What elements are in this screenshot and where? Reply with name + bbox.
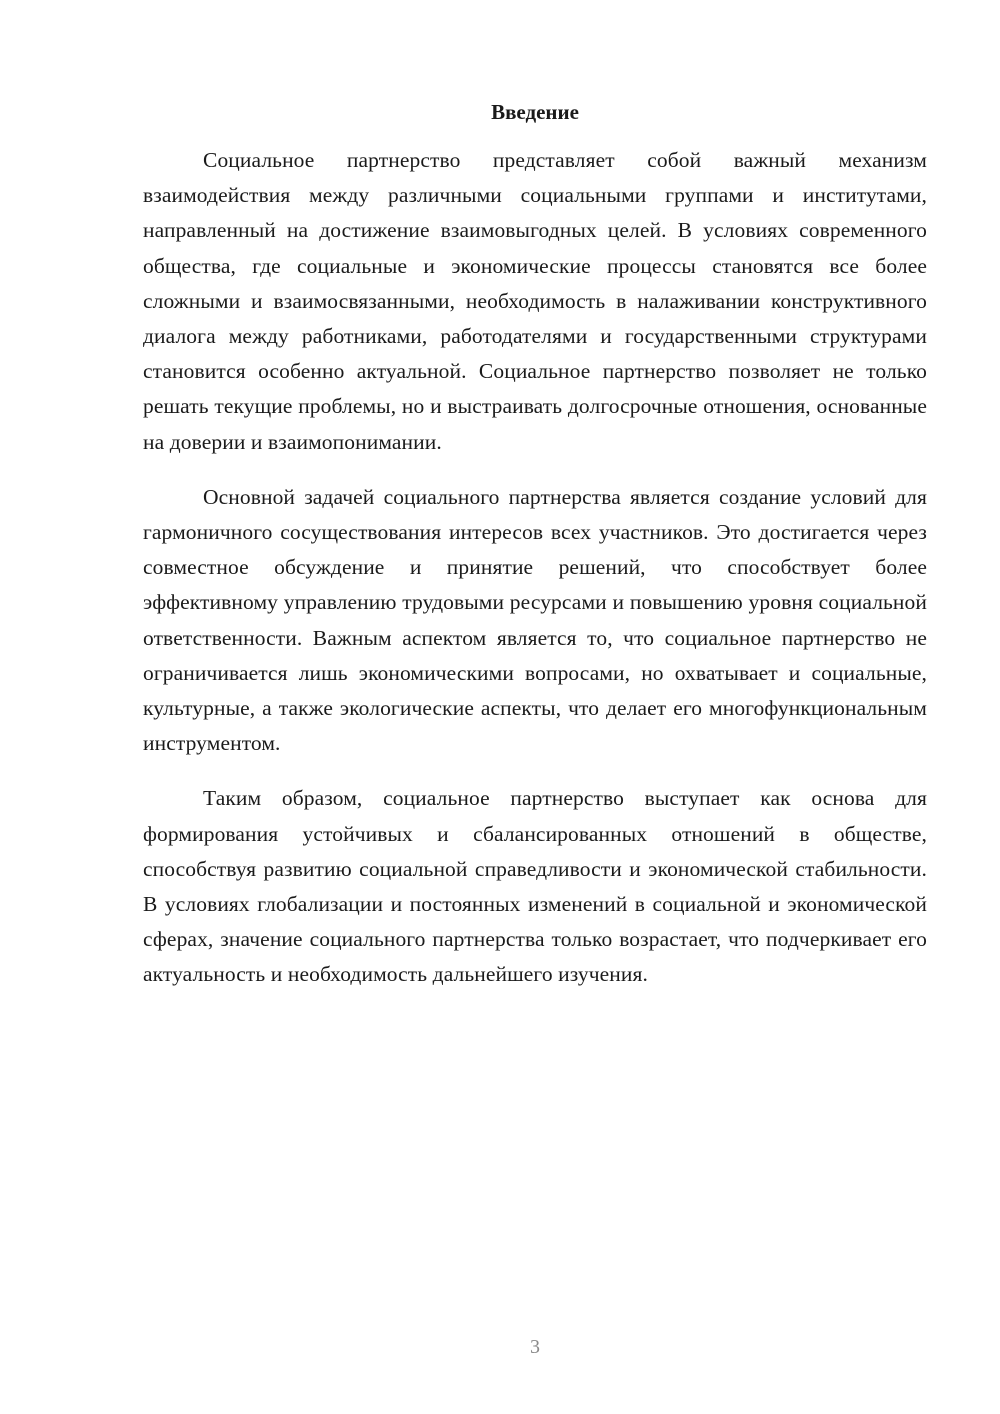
paragraph-2: Основной задачей социального партнерства является создание условий для гармоничного сосуществования интересов всех участников. Это достигается через совместное обсуждение и принятие решений, что способствует более эффективному управлению трудовыми ресурсами и повышению уровня социальной ответственности. Важным аспектом является то, что социальное партнерство не ограничивается лишь экономическими вопросами, но охватывает и социальные, культурные, а также экологические аспекты, что делает его многофункциональным инструментом. (143, 484, 927, 756)
body-text (143, 143, 927, 1013)
paragraph-3: Таким образом, социальное партнерство выступает как основа для формирования устойчивых и сбалансированных отношений в обществе, способствуя развитию социальной справедливости и экономической стабильности. В условиях глобализации и постоянных изменений в социальной и экономической сферах, значение социального партнерства только возрастает, что подчеркивает его актуальность и необходимость дальнейшего изучения. (143, 786, 927, 987)
page-number: 3 (530, 1336, 540, 1358)
paragraph-1: Социальное партнерство представляет собой важный механизм взаимодействия между различными социальными группами и институтами, направленный на достижение взаимовыгодных целей. В условиях современного общества, где социальные и экономические процессы становятся все более сложными и взаимосвязанными, необходимость в налаживании конструктивного диалога между работниками, работодателями и государственными структурами становится особенно актуальной. Социальное партнерство позволяет не только решать текущие проблемы, но и выстраивать долгосрочные отношения, основанные на доверии и взаимопонимании. (143, 148, 927, 454)
section-heading: Введение (491, 100, 579, 124)
